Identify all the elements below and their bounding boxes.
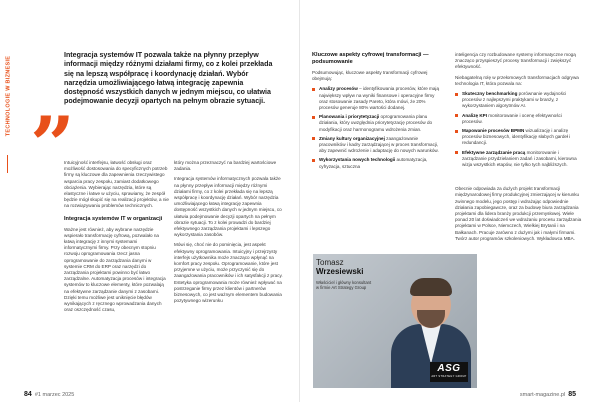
it-benefits-list — [455, 91, 583, 168]
list-item: Planowania i priorytetyzacji oprogramowania planu działania, który uwzględnia priorytetyzację procesów do modyfikacji oraz harmonogramu wdrożenia zmian. — [312, 114, 440, 133]
quote-mark-icon: ” — [30, 100, 69, 191]
section-side-label: TECHNOLOGIE W BIZNESIE — [5, 55, 12, 137]
paragraph: Mówi się, choć nie do pominięcia, jest aspekt efektywny oprogramowania. Intuicyjny i przejrzysty interfejs użytkownika może znacząco wpłynąć na komfort pracy zespołu. Oprogramowanie, które jest przyjemne w użyciu, może przyczynić się do zaangażowania pracowników i ich satysfakcji z pracy. Estetyka oprogramowania może również wpływać na postrzeganie firmy przez klientów i partnerów biznesowych, co jest ważnym elementem budowania pozytywnego wizerunku — [174, 242, 283, 304]
author-role: Właściciel i główny konsultant w firmie Art Strategy Group — [316, 280, 372, 291]
asg-logo: ASG ART STRATEGY GROUP — [430, 362, 468, 382]
section-heading: Integracja systemów IT w organizacji — [64, 215, 163, 222]
section-heading: Kluczowe aspekty cyfrowej transformacji — podsumowanie — [312, 52, 429, 65]
right-column-2 — [455, 52, 583, 246]
list-item: Mapowanie procesów BPMN wizualizację i analizę procesów biznesowych, identyfikację słabych gardeł i redundancji. — [455, 128, 583, 147]
paragraph: inteligencja czy rozbudowane systemy informatyczne mogą znacząco przyspieszyć procesy transformacji i zwiększyć efektywność. — [455, 52, 576, 70]
side-accent-bar — [7, 155, 8, 173]
left-column-2 — [174, 160, 284, 308]
paragraph: Ważne jest również, aby wybrane narzędzie wspierało transformację cyfrową, pozwalało na łatwą integrację z innymi systemami informatycznymi firmy. Przy obecnym stopniu rozwoju oprogramowania rzecz jasna oprogramowanie do zarządzania danymi w systemie CRM do ERP oraz narzędzi do zarządzania projektami powinno być łatwo zarządzalne. Automatyzacja procesów i integracja systemów to kluczowe elementy, które pozwalają na efektywne zarządzanie danymi z zasobami. Dzięki temu możliwe jest uniknięcie błędów wynikających z ręcznego wprowadzania danych oraz oszczędność czasu, — [64, 226, 166, 313]
paragraph: Podsumowując, kluczowe aspekty transformacji cyfrowej obejmują: — [312, 70, 428, 82]
list-item: Efektywne zarządzanie pracą monitorowanie i zarządzanie przydzielaniem zadań i zasobami, kierowna wizja wszystkich etapów, nie tylko tych najbliższych. — [455, 150, 583, 169]
left-column-1 — [64, 160, 169, 317]
page-number: 85 — [568, 391, 576, 398]
aspects-list — [312, 86, 440, 169]
list-item: Analizy procesów – identyfikowania procesów, które mają największy wpływ na wyniki finansowe i operacyjne firmy oraz stosowanie zasady Pareto, która mówi, że 20% procesów generuje 80% wartości dodanej. — [312, 86, 440, 111]
issue-label: #1 marzec 2025 — [34, 392, 75, 398]
paragraph: Integracja systemów informatycznych pozwala także na płynny przepływ informacji między różnymi działami firmy, co z kolei przekłada się na lepszą współpracę i koordynację działań. Wybór narzędzia umożliwiającego łatwą integrację zapewnia dostępność wszystkich danych w jednym miejscu, co ułatwia podejmowanie decyzji opartych na pełnym obrazie sytuacji. To z kolei prowadzi do bardziej efektywnego zarządzania projektami i lepszego wykorzystania zasobów. — [174, 176, 282, 238]
author-last-name: Wrzesiewski — [316, 267, 364, 276]
paragraph: Niebagatelną rolę w przełomowych transformacjach odgrywa technologia IT, która pozwala na: — [455, 74, 579, 86]
page-number: 84 — [24, 391, 32, 398]
list-item: Analizę KPI monitorowanie i ocenę efektywności procesów. — [455, 113, 583, 125]
site-url: smart-magazine.pl — [519, 392, 566, 398]
list-item: Wykorzystania nowych technologii automatyzacja, cyfryzacja, sztuczna — [312, 157, 440, 169]
list-item: Zmiany kultury organizacyjnej zaangażowanie pracowników i kadry zarządzającej w proces transformacji, aby zapewnić wdrożenie i adaptację do nowych warunków. — [312, 136, 440, 155]
left-folio — [24, 391, 74, 398]
author-bio: Obecnie odpowiada za dużych projekt transformacji międzynarodowej firmy produkcyjnej zmierzającej w kierunku zwinnego modelu, jego postęp i wdrażając odpowiednie działania zapobiegawcze, oraz za budowę biura zarządzania projektami dla lidera branży produkcji przemysłowej. Wiele ponad 20 lat doświadczeń we wdrażaniu procesu zarządzania projektami w Polsce, Niemczech, Wielkiej Brytanii i na Bałkanach. Pracuje zarówno z dużymi jak i małymi firmami. Twórz autor programów szkoleniowych. Wykładowca MBA. — [455, 186, 582, 241]
right-folio — [520, 391, 576, 398]
author-first-name: Tomasz — [316, 258, 344, 267]
right-column-1 — [312, 52, 440, 174]
paragraph: który można przeznaczyć na bardziej wartościowe zadania. — [174, 160, 277, 172]
list-item: Skuteczny benchmarking porównanie wydajności procesów z najlepszymi praktykami w branży, z wykorzystaniem algorytmów AI. — [455, 91, 583, 110]
pull-quote: Integracja systemów IT pozwala także na płynny przepływ informacji między różnymi działami firmy, co z kolei przekłada się na lepszą współpracę i koordynację działań. Wybór narzędzia umożliwiającego łatwą integrację zapewnia dostępność wszystkich danych w jednym miejscu, co ułatwia podejmowanie decyzji opartych na pełnym obrazie sytuacji. — [64, 51, 273, 106]
paragraph: Intuicyjność interfejsu, łatwość obsługi oraz możliwość dostosowania do specyficznych potrzeb firmy są kluczowe dla zapewnienia rzeczywistego wsparcia pracy zespołu, zamiast dodatkowego obciążenia. Wybierając narzędzia, które są elastyczne i łatwe w użyciu, sprawiamy, że zespół będzie mógł skupić się na realizacji projektów, a nie na rozwiązywaniu problemów technicznych. — [64, 160, 169, 209]
